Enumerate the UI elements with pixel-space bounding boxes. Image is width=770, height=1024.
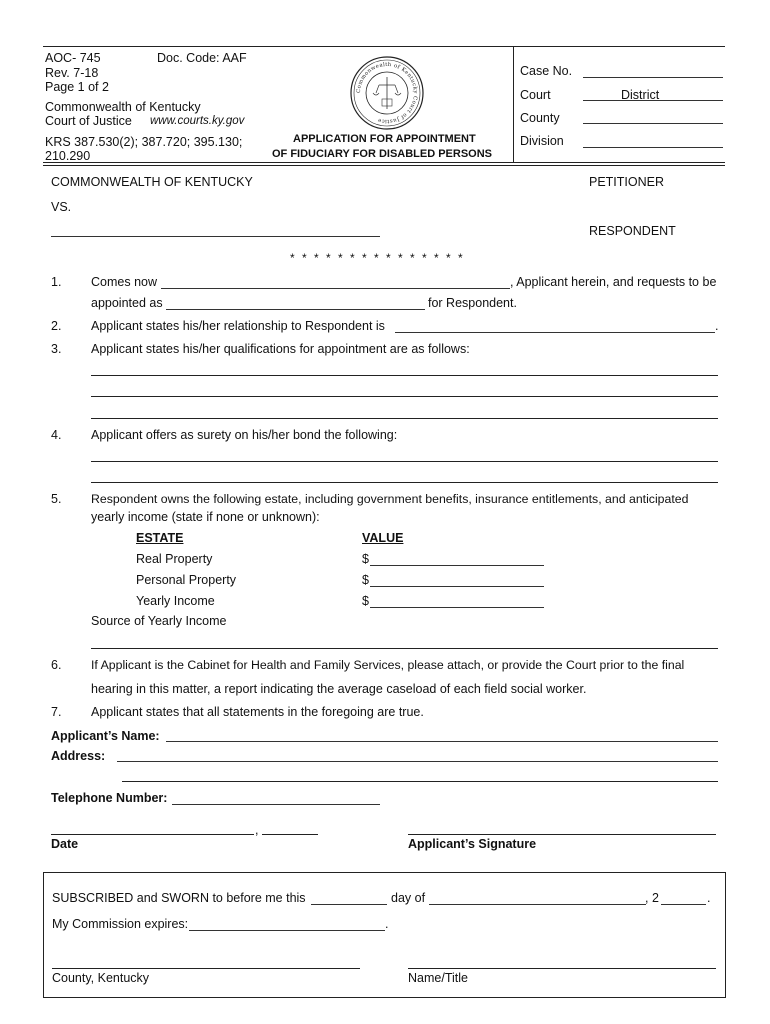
date-label: Date	[51, 837, 79, 851]
form-title-line1: APPLICATION FOR APPOINTMENT	[293, 133, 476, 145]
appointed-as-field[interactable]	[166, 296, 425, 310]
telephone-input[interactable]	[172, 791, 380, 805]
case-no-label: Case No.	[520, 64, 573, 78]
item-4-text: Applicant offers as surety on his/her bond the following:	[91, 428, 398, 442]
item-3-number: 3.	[51, 342, 62, 356]
signature-field[interactable]	[408, 834, 716, 835]
item-1-text-3: appointed as	[91, 296, 163, 310]
court-label: Court	[520, 88, 551, 102]
dollar-sign: $	[362, 594, 369, 608]
commission-label: My Commission expires:	[52, 917, 189, 931]
name-title-label: Name/Title	[408, 971, 468, 985]
county-label: County	[520, 111, 560, 125]
respondent-name-field[interactable]	[51, 223, 380, 237]
item-2-period: .	[715, 319, 719, 333]
qualifications-line-1[interactable]	[91, 375, 718, 376]
source-income-label: Source of Yearly Income	[91, 614, 227, 628]
org-subname: Court of Justice	[45, 114, 132, 128]
header-divider	[513, 46, 514, 162]
dollar-sign: $	[362, 552, 369, 566]
real-property-value[interactable]	[370, 552, 544, 566]
form-title-line2: OF FIDUCIARY FOR DISABLED PERSONS	[272, 148, 493, 160]
doc-code: Doc. Code: AAF	[157, 51, 247, 65]
star-separator: * * * * * * * * * * * * * * *	[290, 251, 465, 265]
qualifications-line-2[interactable]	[91, 396, 718, 397]
surety-line-1[interactable]	[91, 461, 718, 462]
source-income-field[interactable]	[91, 648, 718, 649]
item-5-text-2: yearly income (state if none or unknown):	[91, 510, 320, 524]
statute-line1: KRS 387.530(2); 387.720; 395.130;	[45, 135, 243, 149]
county-kentucky-label: County, Kentucky	[52, 971, 150, 985]
commonwealth-party: COMMONWEALTH OF KENTUCKY	[51, 175, 253, 189]
statute-line2: 210.290	[45, 149, 91, 163]
date-comma: ,	[255, 823, 259, 837]
respondent-label: RESPONDENT	[589, 224, 676, 238]
item-2-number: 2.	[51, 319, 62, 333]
address-input-1[interactable]	[117, 748, 718, 762]
item-6-text: If Applicant is the Cabinet for Health and Family Services, please attach, or provide the Court prior to the final	[91, 658, 685, 672]
notary-month-field[interactable]	[429, 891, 646, 905]
page-number: Page 1 of 2	[45, 80, 109, 94]
yearly-income-value[interactable]	[370, 594, 544, 608]
petitioner-label: PETITIONER	[589, 175, 665, 189]
notary-day-field[interactable]	[311, 891, 387, 905]
estate-header: ESTATE	[136, 531, 184, 545]
surety-line-2[interactable]	[91, 482, 718, 483]
court-seal	[349, 55, 425, 131]
header-bottom-rule-2	[43, 165, 725, 166]
versus-label: VS.	[51, 200, 72, 214]
website: www.courts.ky.gov	[150, 115, 245, 127]
applicant-name-label: Applicant’s Name:	[51, 729, 160, 743]
header-bottom-rule	[43, 162, 725, 163]
org-name: Commonwealth of Kentucky	[45, 100, 201, 114]
telephone-label: Telephone Number:	[51, 791, 168, 805]
county-field[interactable]	[583, 110, 723, 124]
date-field[interactable]	[51, 834, 254, 835]
item-1-text-2: , Applicant herein, and requests to be	[510, 275, 717, 289]
top-rule	[43, 46, 725, 47]
item-7-text: Applicant states that all statements in the foregoing are true.	[91, 705, 424, 719]
year-prefix: , 2	[645, 891, 659, 905]
date-year-field[interactable]	[262, 834, 318, 835]
estate-row-personal: Personal Property	[136, 573, 237, 587]
signature-label: Applicant’s Signature	[408, 837, 537, 851]
notary-period: .	[707, 891, 711, 905]
qualifications-line-3[interactable]	[91, 418, 718, 419]
court-value: District	[621, 88, 660, 102]
item-1-number: 1.	[51, 275, 62, 289]
item-1-text: Comes now	[91, 275, 157, 289]
case-no-field[interactable]	[583, 64, 723, 78]
commission-field[interactable]	[189, 917, 385, 931]
item-3-text: Applicant states his/her qualifications for appointment are as follows:	[91, 342, 470, 356]
commission-period: .	[385, 917, 389, 931]
relationship-field[interactable]	[395, 319, 715, 333]
division-field[interactable]	[583, 134, 723, 148]
revision: Rev. 7-18	[45, 66, 99, 80]
county-field[interactable]	[52, 968, 360, 969]
day-of-text: day of	[391, 891, 426, 905]
personal-property-value[interactable]	[370, 573, 544, 587]
subscribed-text: SUBSCRIBED and SWORN to before me this	[52, 891, 306, 905]
applicant-name-field[interactable]	[161, 275, 510, 289]
address-input-2[interactable]	[122, 781, 718, 782]
item-6-text-2: hearing in this matter, a report indicating the average caseload of each field social worker.	[91, 682, 587, 696]
svg-text:Commonwealth of Kentucky Court: Commonwealth of Kentucky Court of Justice	[355, 61, 419, 125]
item-6-number: 6.	[51, 658, 62, 672]
item-7-number: 7.	[51, 705, 62, 719]
dollar-sign: $	[362, 573, 369, 587]
name-title-field[interactable]	[408, 968, 716, 969]
value-header: VALUE	[362, 531, 404, 545]
form-number: AOC- 745	[45, 51, 101, 65]
item-1-text-4: for Respondent.	[428, 296, 517, 310]
address-label: Address:	[51, 749, 106, 763]
applicant-name-input[interactable]	[166, 728, 718, 742]
item-2-text: Applicant states his/her relationship to Respondent is	[91, 319, 385, 333]
item-4-number: 4.	[51, 428, 62, 442]
notary-year-field[interactable]	[661, 891, 706, 905]
estate-row-yearly: Yearly Income	[136, 594, 215, 608]
item-5-text: Respondent owns the following estate, including government benefits, insurance entitlements, and anticipated	[91, 492, 689, 506]
item-5-number: 5.	[51, 492, 62, 506]
division-label: Division	[520, 134, 564, 148]
estate-row-real: Real Property	[136, 552, 213, 566]
